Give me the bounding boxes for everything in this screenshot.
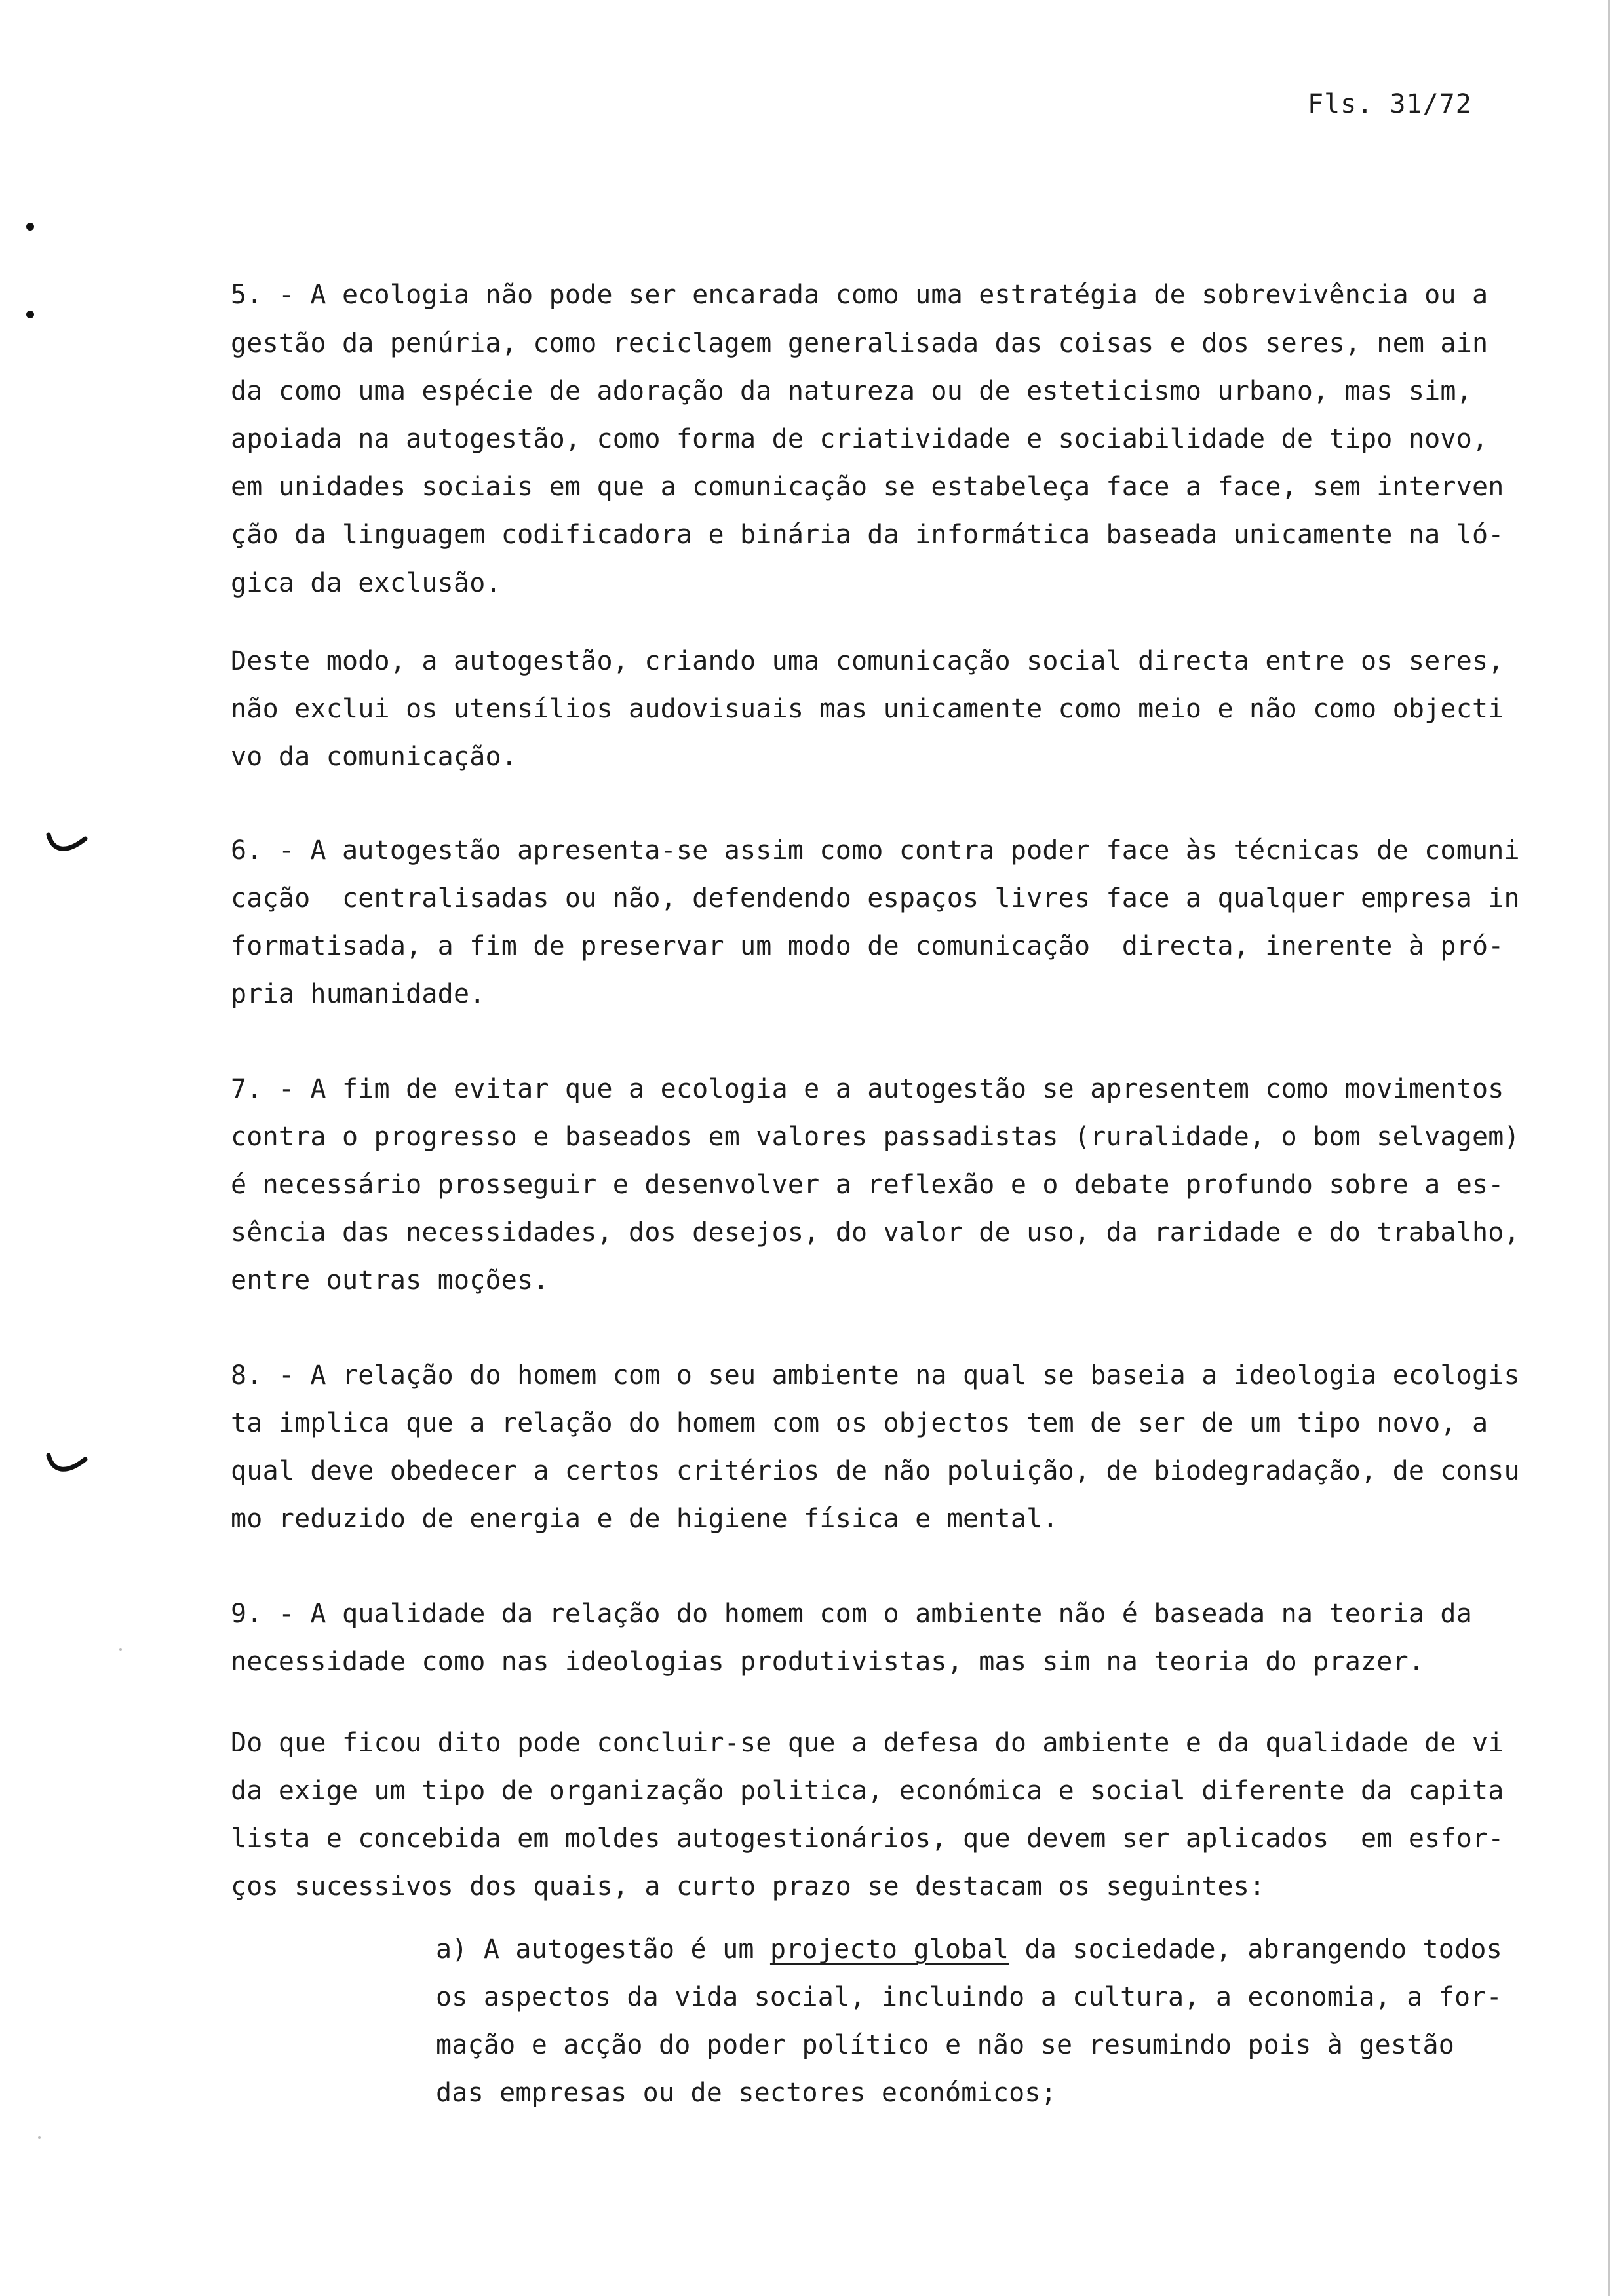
check-mark bbox=[46, 1451, 88, 1478]
item-a-line-1 bbox=[436, 1936, 1502, 1962]
paragraph-8-line-3: qual deve obedecer a certos critérios de não poluição, de biodegradação, de consu bbox=[231, 1456, 1520, 1486]
item-a-emphasis: projecto global bbox=[769, 1934, 1009, 1964]
paragraph-5-line-1: 5. - A ecologia não pode ser encarada como uma estratégia de sobrevivência ou a bbox=[231, 280, 1489, 310]
page-folio: Fls. 31/72 bbox=[1308, 89, 1472, 119]
check-mark bbox=[46, 831, 88, 857]
paragraph-7-line-2: contra o progresso e baseados em valores passadistas (ruralidade, o bom selvagem) bbox=[231, 1122, 1520, 1152]
paragraph-7-line-5: entre outras moções. bbox=[231, 1265, 549, 1295]
paragraph-7-line-1: 7. - A fim de evitar que a ecologia e a autogestão se apresentem como movimentos bbox=[231, 1074, 1504, 1104]
paragraph-5b-line-1: Deste modo, a autogestão, criando uma comunicação social directa entre os seres, bbox=[231, 646, 1504, 676]
paragraph-5-line-6: ção da linguagem codificadora e binária da informática baseada unicamente na ló- bbox=[231, 520, 1504, 550]
paragraph-9-line-1: 9. - A qualidade da relação do homem com o ambiente não é baseada na teoria da bbox=[231, 1599, 1472, 1629]
conclusion-line-1: Do que ficou dito pode concluir-se que a defesa do ambiente e da qualidade de vi bbox=[231, 1728, 1504, 1758]
paragraph-8-line-1: 8. - A relação do homem com o seu ambiente na qual se baseia a ideologia ecologis bbox=[231, 1360, 1520, 1390]
paragraph-6-line-1: 6. - A autogestão apresenta-se assim como contra poder face às técnicas de comuni bbox=[231, 835, 1520, 866]
conclusion-line-2: da exige um tipo de organização politica, económica e social diferente da capita bbox=[231, 1776, 1504, 1806]
paragraph-5b-line-2: não exclui os utensílios audovisuais mas unicamente como meio e não como objecti bbox=[231, 694, 1504, 724]
paragraph-8-line-4: mo reduzido de energia e de higiene física e mental. bbox=[231, 1504, 1059, 1534]
paragraph-5-line-2: gestão da penúria, como reciclagem generalisada das coisas e dos seres, nem ain bbox=[231, 328, 1489, 358]
paragraph-8-line-2: ta implica que a relação do homem com os objectos tem de ser de um tipo novo, a bbox=[231, 1408, 1489, 1438]
conclusion-line-3: lista e concebida em moldes autogestionários, que devem ser aplicados em esfor- bbox=[231, 1824, 1504, 1854]
item-a-line-3: mação e acção do poder político e não se resumindo pois à gestão bbox=[436, 2030, 1455, 2060]
scan-speck bbox=[38, 2136, 41, 2139]
item-a-suffix: da sociedade, abrangendo todos bbox=[1009, 1934, 1502, 1964]
item-a-line-4: das empresas ou de sectores económicos; bbox=[436, 2078, 1057, 2108]
paragraph-5-line-5: em unidades sociais em que a comunicação se estabeleça face a face, sem interven bbox=[231, 472, 1504, 502]
scan-edge bbox=[1608, 0, 1610, 2296]
paragraph-5-line-3: da como uma espécie de adoração da natureza ou de esteticismo urbano, mas sim, bbox=[231, 376, 1472, 406]
bullet-mark bbox=[26, 223, 34, 231]
item-a-line-2: os aspectos da vida social, incluindo a cultura, a economia, a for- bbox=[436, 1982, 1502, 2012]
bullet-mark bbox=[26, 311, 34, 318]
paragraph-6-line-3: formatisada, a fim de preservar um modo de comunicação directa, inerente à pró- bbox=[231, 931, 1504, 961]
paragraph-7-line-4: sência das necessidades, dos desejos, do valor de uso, da raridade e do trabalho, bbox=[231, 1217, 1520, 1248]
paragraph-5b-line-3: vo da comunicação. bbox=[231, 742, 518, 772]
item-a-prefix: a) A autogestão é um bbox=[436, 1934, 770, 1964]
paragraph-9-line-2: necessidade como nas ideologias produtivistas, mas sim na teoria do prazer. bbox=[231, 1647, 1425, 1677]
paragraph-5-line-4: apoiada na autogestão, como forma de criatividade e sociabilidade de tipo novo, bbox=[231, 424, 1489, 454]
conclusion-line-4: ços sucessivos dos quais, a curto prazo se destacam os seguintes: bbox=[231, 1871, 1266, 1902]
paragraph-6-line-4: pria humanidade. bbox=[231, 979, 486, 1009]
paragraph-7-line-3: é necessário prosseguir e desenvolver a reflexão e o debate profundo sobre a es- bbox=[231, 1170, 1504, 1200]
scan-speck bbox=[119, 1648, 122, 1651]
paragraph-5-line-7: gica da exclusão. bbox=[231, 568, 501, 598]
paragraph-6-line-2: cação centralisadas ou não, defendendo espaços livres face a qualquer empresa in bbox=[231, 883, 1520, 913]
